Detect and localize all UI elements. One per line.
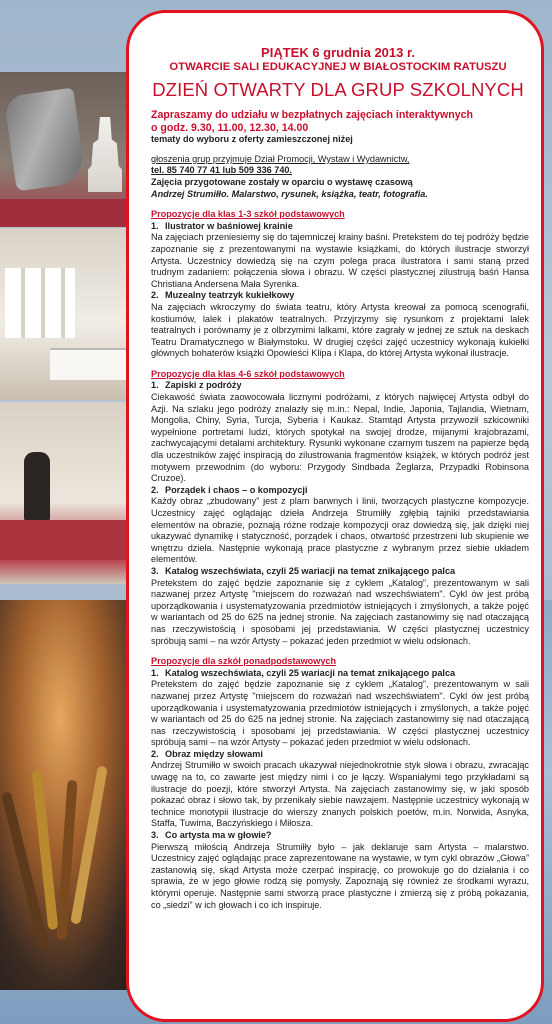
workshop-description: Pretekstem do zajęć będzie zapoznanie się z cyklem „Katalog”, prezentowanym w sali nazwanej przez Artystę "miejscem do rozważań nad wszechświatem". Cykl ów jest próbą uporządkowania i usystematyzowania przedmiotów istniejących i zmyślonych, a także pojęć w wariantach od 25 do 625 na jednej stronie. Na zajęciach zastanowimy się nad otaczającą nas rzeczywistością i sposobami jej przedstawiania. W części plastycznej uczestnicy spróbują sami – na wzór Artysty – pokazać jeden przedmiot w wielu odsłonach.: [151, 679, 529, 748]
section-heading: Propozycje dla szkół ponadpodstawowych: [151, 656, 337, 667]
workshop-title-text: Muzealny teatrzyk kukiełkowy: [165, 290, 295, 301]
sculpture-shape: [4, 88, 87, 192]
topic-choice-note: tematy do wyboru z oferty zamieszczonej niżej: [151, 134, 353, 145]
event-date: PIĄTEK 6 grudnia 2013 r.: [261, 45, 415, 60]
workshop-title-text: Obraz między słowami: [165, 748, 263, 759]
workshop-number: 2.: [151, 290, 159, 301]
workshop-number: 3.: [151, 565, 159, 576]
workshop-title: [151, 668, 529, 680]
section-heading: Propozycje dla klas 4-6 szkół podstawowych: [151, 368, 345, 379]
tower-sculpture-shape: [88, 117, 122, 192]
workshop-number: 3.: [151, 830, 159, 841]
workshop-title-text: Co artysta ma w głowie?: [165, 830, 272, 841]
workshop-description: Andrzej Strumiłło w swoich pracach ukazywał niejednokrotnie styk słowa i obrazu, zwracając uwagę na to, co zawarte jest między nimi i co je łączy. Wspaniałymi tego przykładami są ilustracje do poezji, które stworzył Artysta. Na zajęciach zastanowimy się, w jaki sposób pokazać obraz i słowo tak, by przenikały siebie nawzajem. Następnie uczestnicy wykonają w technice monotypii ilustracje do wierszy znanych polskich poetów, m.in. Norwida, Asnyka, Staffa, Tuwima, Baczyńskiego i Miłosza.: [151, 760, 529, 829]
exhibition-title: Andrzej Strumiłło. Malarstwo, rysunek, książka, teatr, fotografia.: [151, 188, 428, 199]
flyer-content: [151, 109, 529, 911]
phone-numbers[interactable]: tel. 85 740 77 41 lub 509 336 740.: [151, 165, 293, 176]
exhibition-basis: Zajęcia przygotowane zostały w oparciu o wystawę czasową: [151, 176, 413, 187]
invitation-text: Zapraszamy do udziału w bezpłatnych zajęciach interaktywnych: [151, 109, 474, 121]
workshop-title-text: Katalog wszechświata, czyli 25 wariacji na temat znikającego palca: [165, 667, 456, 678]
offer-sections: [151, 209, 529, 911]
workshop-title-text: Ilustrator w baśniowej krainie: [165, 220, 293, 231]
workshop-title: [151, 221, 529, 233]
workshop-description: Każdy obraz „zbudowany” jest z plam barwnych i linii, tworzących plastyczne kompozycje. Uczestnicy zajęć oglądając dzieła Andrzeja Strumiłły zgłębią tajniki przedstawiania elementów na obrazie, poznają różne rodzaje kompozycji oraz dowiedzą się, jak dzięki niej ukazywać dynamikę i statyczność, porządek i chaos, otwartość przestrzeni lub skupienie we wnętrzu dzieła. Następnie wykonają prace plastyczne z wybranym przez siebie układem elementów.: [151, 496, 529, 565]
workshop-number: 1.: [151, 667, 159, 678]
section-heading: Propozycje dla klas 1-3 szkół podstawowych: [151, 209, 345, 220]
workshop-number: 2.: [151, 484, 159, 495]
event-name: OTWARCIE SALI EDUKACYJNEJ W BIAŁOSTOCKIM RATUSZU: [169, 61, 507, 73]
session-hours: o godz. 9.30, 11.00, 12.30, 14.00: [151, 121, 309, 134]
workshop-description: Ciekawość świata zaowocowała licznymi podróżami, z których najwięcej Artysta odbył do Azji. Na szlaku jego podróży znalazły się m.in.: Nepal, Indie, Japonia, Tajlandia, Wietnam, Mongolia, Chiny, Syria, Turcja, Syberia i Kaukaz. Stamtąd Artysta przywoził szkicowniki wypełnione portretami ludzi, których spotykał na swojej drodze, mijanymi krajobrazami, zachwycającymi detalami architektury. Rysunki wykonane czarnym tuszem na papierze będą dla uczestników zajęć inspiracją do zilustrowania fragmentów książek, w których podróż jest motywem przewodnim (do wyboru: Przygody Sindbada Żeglarza, Przypadki Robinsona Cruzoe).: [151, 392, 529, 484]
workshop-description: Pierwszą miłością Andrzeja Strumiłły było – jak deklaruje sam Artysta – malarstwo. Uczestnicy zajęć oglądając prace zaprezentowane na wystawie, w tym cykl obrazów „Głowa” zastanowią się, skąd Artysta może czerpać inspirację, co prowokuje go do działania i co sprawia, że w jego głowie rodzą się pomysły. Zapoznają się również ze środkami wyrazu, którymi operuje. Następnie sami stworzą prace plastyczne i zmierzą się z próbą pokazania, co „siedzi” w ich głowach i co ich inspiruje.: [151, 841, 529, 910]
wall-frames-shape: [5, 268, 75, 338]
workshop-number: 1.: [151, 220, 159, 231]
workshop-title-text: Porządek i chaos – o kompozycji: [165, 484, 308, 495]
workshop-title: [151, 566, 529, 578]
workshop-title: [151, 485, 529, 497]
flyer-title: DZIEŃ OTWARTY DLA GRUP SZKOLNYCH: [152, 79, 524, 100]
workshop-number: 1.: [151, 380, 159, 391]
workshop-title: [151, 290, 529, 302]
workshop-description: Na zajęciach przeniesiemy się do tajemniczej krainy baśni. Pretekstem do tej podróży będzie zapoznanie się z prezentowanymi na wystawie książkami, do których ilustracje stworzył Artysta. Uczestnicy dowiedzą się na czym polega praca ilustratora i sami staną przed trudnym zadaniem: połączenia słowa i obrazu. W części plastycznej zilustrują baśń Hansa Christiana Andersena Mała Syrenka.: [151, 232, 529, 289]
workshop-number: 2.: [151, 748, 159, 759]
flyer-frame: [126, 10, 544, 1022]
workshop-title: [151, 749, 529, 761]
costume-figure-shape: [24, 452, 50, 522]
workshop-description: Pretekstem do zajęć będzie zapoznanie się z cyklem „Katalog”, prezentowanym w sali nazwanej przez Artystę "miejscem do rozważań nad wszechświatem". Cykl ów jest próbą uporządkowania i usystematyzowania przedmiotów istniejących i zmyślonych, a także pojęć w wariantach od 25 do 625 na jednej stronie. Na zajęciach zastanowimy się nad otaczającą nas rzeczywistością i sposobami jej przedstawiania. W części plastycznej uczestnicy spróbują sami – na wzór Artysty – pokazać jeden przedmiot w wielu odsłonach.: [151, 577, 529, 646]
workshop-title: [151, 380, 529, 392]
workshop-title: [151, 830, 529, 842]
workshop-title-text: Zapiski z podróży: [165, 380, 242, 391]
workshop-description: Na zajęciach wkroczymy do świata teatru, który Artysta kreował za pomocą scenografii, kostiumów, lalek i plakatów teatralnych. Przyjrzymy się rysunkom z projektami lalek teatralnych i porównamy je z olbrzymimi lalkami, które zagrały w jednej ze sztuk na deskach Teatru Dramatycznego w Białymstoku. W drugiej części zajęć uczestnicy wykonają kukiełki głównych bohaterów książki Opowieści Klipa i Klapa, do której Artysta wykonał ilustracje.: [151, 301, 529, 359]
workshop-title-text: Katalog wszechświata, czyli 25 wariacji na temat znikającego palca: [165, 565, 456, 576]
registration-note: głoszenia grup przyjmuje Dział Promocji, Wystaw i Wydawnictw,: [151, 153, 410, 164]
